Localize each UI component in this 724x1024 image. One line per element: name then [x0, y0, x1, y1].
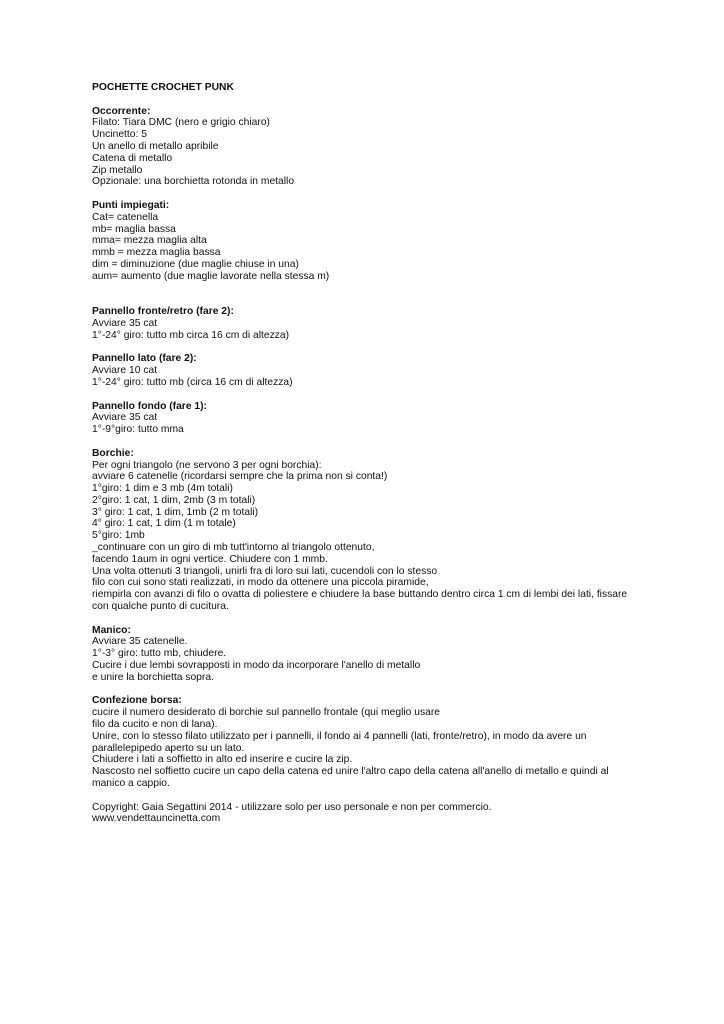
- section-manico: [92, 625, 692, 684]
- text-line: parallelepipedo aperto su un lato.: [92, 742, 245, 754]
- section-pannello-lato: [92, 353, 692, 388]
- section-heading: Confezione borsa:: [92, 695, 182, 707]
- section-heading: Pannello lato (fare 2):: [92, 353, 197, 365]
- text-line: Uncinetto: 5: [92, 129, 147, 141]
- text-line: Unire, con lo stesso filato utilizzato per i pannelli, il fondo ai 4 pannelli (lati, fronte/retro), in modo da avere un: [92, 730, 587, 742]
- text-line: Avviare 35 catenelle.: [92, 636, 188, 648]
- text-line: Avviare 35 cat: [92, 412, 158, 424]
- text-line: 3° giro: 1 cat, 1 dim, 1mb (2 m totali): [92, 506, 259, 518]
- text-line: Avviare 35 cat: [92, 317, 158, 329]
- section-heading: Punti impiegati:: [92, 199, 170, 211]
- text-line: 1°-24° giro: tutto mb (circa 16 cm di altezza): [92, 376, 293, 388]
- section-punti-impiegati: [92, 200, 692, 283]
- text-line: Chiudere i lati a soffietto in alto ed inserire e cucire la zip.: [92, 754, 353, 766]
- text-line: con qualche punto di cucitura.: [92, 601, 229, 613]
- text-line: aum= aumento (due maglie lavorate nella stessa m): [92, 270, 330, 282]
- section-pannello-fondo: [92, 401, 692, 436]
- text-line: Filato: Tiara DMC (nero e grigio chiaro): [92, 117, 270, 129]
- text-line: mmb = mezza maglia bassa: [92, 247, 221, 259]
- text-line: 1°-9°giro: tutto mma: [92, 424, 184, 436]
- section-heading: Occorrente:: [92, 105, 151, 117]
- text-line: mma= mezza maglia alta: [92, 235, 207, 247]
- text-line: 1°-24° giro: tutto mb circa 16 cm di altezza): [92, 329, 290, 341]
- text-line: _continuare con un giro di mb tutt'intorno al triangolo ottenuto,: [92, 542, 375, 554]
- text-line: Cucire i due lembi sovrapposti in modo da incorporare l'anello di metallo: [92, 660, 421, 672]
- text-line: Opzionale: una borchietta rotonda in metallo: [92, 176, 295, 188]
- text-line: e unire la borchietta sopra.: [92, 671, 214, 683]
- text-line: 5°giro: 1mb: [92, 530, 145, 542]
- text-line: 4° giro: 1 cat, 1 dim (1 m totale): [92, 518, 236, 530]
- text-line: avviare 6 catenelle (ricordarsi sempre che la prima non si conta!): [92, 471, 388, 483]
- text-line: facendo 1aum in ogni vertice. Chiudere con 1 mmb.: [92, 553, 328, 565]
- document-title: POCHETTE CROCHET PUNK: [92, 82, 234, 93]
- text-line: Cat= catenella: [92, 211, 159, 223]
- text-line: manico a cappio.: [92, 778, 170, 790]
- section-heading: Pannello fondo (fare 1):: [92, 400, 207, 412]
- text-line: mb= maglia bassa: [92, 223, 176, 235]
- text-line: riempirla con avanzi di filo o ovatta di poliestere e chiudere la base buttando dentro circa 1 cm di lembi dei lati, fissare: [92, 589, 628, 601]
- section-borchie: [92, 448, 692, 613]
- text-line: Zip metallo: [92, 164, 143, 176]
- text-line: Nascosto nel soffietto cucire un capo della catena ed unire l'altro capo della catena all'anello di metallo e quindi al: [92, 766, 609, 778]
- text-line: 1°-3° giro: tutto mb, chiudere.: [92, 648, 227, 660]
- section-confezione-borsa: [92, 695, 692, 789]
- section-copyright: [92, 802, 692, 826]
- text-line: Avviare 10 cat: [92, 365, 158, 377]
- section-pannello-fronte-retro: [92, 306, 692, 341]
- text-line: dim = diminuzione (due maglie chiuse in una): [92, 258, 299, 270]
- section-heading: Borchie:: [92, 447, 134, 459]
- section-heading: Pannello fronte/retro (fare 2):: [92, 306, 234, 318]
- text-line: 2°giro: 1 cat, 1 dim, 2mb (3 m totali): [92, 494, 256, 506]
- text-line: 1°giro: 1 dim e 3 mb (4m totali): [92, 483, 233, 495]
- text-line: filo da cucito e non di lana).: [92, 719, 218, 731]
- document-page: [92, 82, 692, 837]
- section-heading: Manico:: [92, 624, 131, 636]
- text-line: Catena di metallo: [92, 152, 173, 164]
- text-line: filo con cui sono stati realizzati, in modo da ottenere una piccola piramide,: [92, 577, 429, 589]
- text-line: Una volta ottenuti 3 triangoli, unirli fra di loro sui lati, cucendoli con lo stesso: [92, 565, 438, 577]
- website-text: www.vendettauncinetta.com: [92, 813, 221, 825]
- text-line: Per ogni triangolo (ne servono 3 per ogni borchia):: [92, 459, 322, 471]
- text-line: cucire il numero desiderato di borchie sul pannello frontale (qui meglio usare: [92, 707, 440, 719]
- text-line: Un anello di metallo apribile: [92, 140, 219, 152]
- copyright-text: Copyright: Gaia Segattini 2014 - utilizzare solo per uso personale e non per commercio.: [92, 801, 492, 813]
- section-occorrente: [92, 106, 692, 189]
